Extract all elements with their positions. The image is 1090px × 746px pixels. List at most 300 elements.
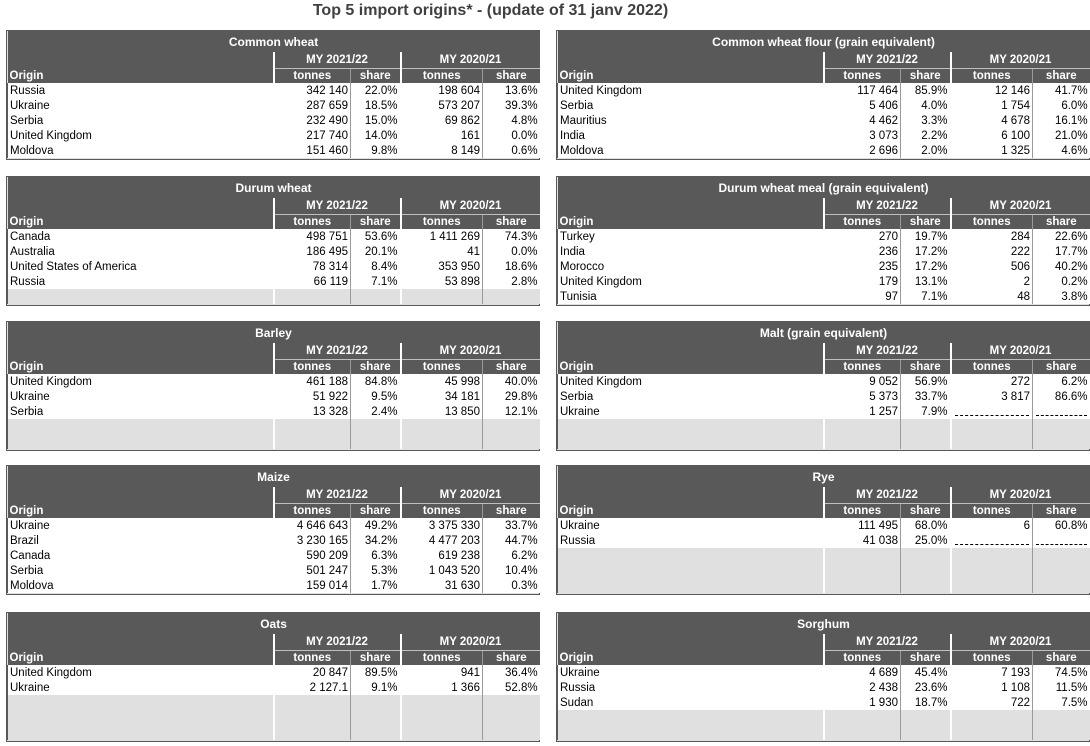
share-cell: 23.6% xyxy=(901,680,951,695)
table-row xyxy=(8,143,540,158)
empty-row xyxy=(558,578,1090,593)
table-row xyxy=(558,128,1090,143)
import-table-panel xyxy=(556,30,1090,160)
tonnes-cell: 3 230 165 xyxy=(274,533,351,548)
origin-cell: Moldova xyxy=(8,578,274,593)
share-cell: 29.8% xyxy=(483,389,540,404)
origin-cell: United States of America xyxy=(8,259,274,274)
share-cell: 40.2% xyxy=(1033,259,1090,274)
tonnes-cell: 161 xyxy=(401,128,483,143)
table-row xyxy=(558,143,1090,158)
origin-cell: Russia xyxy=(8,83,274,98)
share-cell: 18.5% xyxy=(351,98,401,113)
panel-title: Durum wheat xyxy=(8,177,540,198)
tonnes-cell: 498 751 xyxy=(274,229,351,244)
share-cell: 9.5% xyxy=(351,389,401,404)
empty-row xyxy=(8,434,540,449)
tonnes-cell: 198 604 xyxy=(401,83,483,98)
tonnes-cell: 1 754 xyxy=(951,98,1033,113)
origin-cell: India xyxy=(558,128,824,143)
tonnes-cell: 69 862 xyxy=(401,113,483,128)
tonnes-header: tonnes xyxy=(401,503,483,518)
empty-row xyxy=(558,548,1090,563)
share-cell: 17.2% xyxy=(901,244,951,259)
tonnes-cell: 222 xyxy=(951,244,1033,259)
table-row xyxy=(8,113,540,128)
tonnes-cell: 45 998 xyxy=(401,374,483,389)
tonnes-cell xyxy=(951,533,1033,548)
table-row xyxy=(558,289,1090,304)
share-cell: 7.1% xyxy=(351,274,401,289)
tonnes-cell: 3 073 xyxy=(824,128,901,143)
origin-header: Origin xyxy=(8,503,274,518)
share-cell: 6.0% xyxy=(1033,98,1090,113)
table-row xyxy=(558,259,1090,274)
table-row xyxy=(558,404,1090,419)
tonnes-cell: 13 328 xyxy=(274,404,351,419)
tonnes-cell: 111 495 xyxy=(824,518,901,533)
tonnes-header: tonnes xyxy=(951,68,1033,83)
share-cell: 21.0% xyxy=(1033,128,1090,143)
dash-placeholder xyxy=(955,537,1030,545)
panel-title: Barley xyxy=(8,322,540,343)
share-cell: 0.3% xyxy=(483,578,540,593)
origin-cell: Ukraine xyxy=(558,665,824,680)
share-cell: 16.1% xyxy=(1033,113,1090,128)
share-cell: 4.0% xyxy=(901,98,951,113)
tonnes-cell: 4 477 203 xyxy=(401,533,483,548)
year-header: MY 2020/21 xyxy=(951,634,1090,650)
share-cell: 89.5% xyxy=(351,665,401,680)
tonnes-header: tonnes xyxy=(824,503,901,518)
year-header: MY 2020/21 xyxy=(401,487,540,503)
share-cell: 13.1% xyxy=(901,274,951,289)
panel-title: Maize xyxy=(8,466,540,487)
tonnes-cell: 722 xyxy=(951,695,1033,710)
origin-header: Origin xyxy=(8,214,274,229)
origin-cell: Russia xyxy=(558,680,824,695)
table-row xyxy=(558,274,1090,289)
tonnes-cell: 31 630 xyxy=(401,578,483,593)
origin-cell: Russia xyxy=(8,274,274,289)
empty-row xyxy=(558,419,1090,434)
tonnes-cell: 272 xyxy=(951,374,1033,389)
dash-placeholder xyxy=(1036,408,1087,416)
share-cell: 11.5% xyxy=(1033,680,1090,695)
tonnes-cell: 9 052 xyxy=(824,374,901,389)
tonnes-cell: 1 325 xyxy=(951,143,1033,158)
share-cell: 7.5% xyxy=(1033,695,1090,710)
origin-header: Origin xyxy=(558,214,824,229)
origin-cell: Ukraine xyxy=(558,404,824,419)
origin-cell: Ukraine xyxy=(8,389,274,404)
table-row xyxy=(8,259,540,274)
share-cell: 74.5% xyxy=(1033,665,1090,680)
import-table xyxy=(7,466,540,593)
share-cell: 15.0% xyxy=(351,113,401,128)
table-row xyxy=(8,533,540,548)
share-cell: 36.4% xyxy=(483,665,540,680)
tonnes-cell: 573 207 xyxy=(401,98,483,113)
share-cell: 7.1% xyxy=(901,289,951,304)
table-row xyxy=(8,83,540,98)
table-row xyxy=(558,665,1090,680)
table-row xyxy=(558,98,1090,113)
tonnes-cell: 217 740 xyxy=(274,128,351,143)
share-header: share xyxy=(483,503,540,518)
share-cell: 85.9% xyxy=(901,83,951,98)
import-table xyxy=(7,613,540,740)
import-table xyxy=(7,177,540,304)
tonnes-cell: 506 xyxy=(951,259,1033,274)
table-row xyxy=(8,389,540,404)
share-cell: 17.2% xyxy=(901,259,951,274)
table-row xyxy=(8,563,540,578)
table-row xyxy=(558,533,1090,548)
import-table-panel xyxy=(556,612,1090,742)
table-row xyxy=(8,274,540,289)
share-cell: 3.8% xyxy=(1033,289,1090,304)
year-header: MY 2021/22 xyxy=(274,634,401,650)
tonnes-header: tonnes xyxy=(824,214,901,229)
table-row xyxy=(8,98,540,113)
origin-cell: India xyxy=(558,244,824,259)
year-header: MY 2020/21 xyxy=(401,198,540,214)
share-cell: 6.2% xyxy=(483,548,540,563)
tonnes-header: tonnes xyxy=(824,650,901,665)
panel-title: Malt (grain equivalent) xyxy=(558,322,1090,343)
table-row xyxy=(8,518,540,533)
tonnes-header: tonnes xyxy=(401,214,483,229)
share-cell: 53.6% xyxy=(351,229,401,244)
tonnes-cell: 236 xyxy=(824,244,901,259)
share-header: share xyxy=(351,650,401,665)
tonnes-header: tonnes xyxy=(274,214,351,229)
tonnes-cell: 78 314 xyxy=(274,259,351,274)
origin-cell: Serbia xyxy=(8,563,274,578)
import-table-panel xyxy=(6,321,540,451)
tonnes-cell: 270 xyxy=(824,229,901,244)
tonnes-cell: 232 490 xyxy=(274,113,351,128)
share-header: share xyxy=(1033,359,1090,374)
year-header: MY 2020/21 xyxy=(951,343,1090,359)
empty-row xyxy=(8,419,540,434)
tonnes-cell: 284 xyxy=(951,229,1033,244)
tonnes-cell: 4 689 xyxy=(824,665,901,680)
table-row xyxy=(8,404,540,419)
tonnes-cell: 619 238 xyxy=(401,548,483,563)
origin-cell: Morocco xyxy=(558,259,824,274)
share-header: share xyxy=(483,650,540,665)
table-row xyxy=(558,680,1090,695)
table-row xyxy=(558,229,1090,244)
origin-header: Origin xyxy=(8,68,274,83)
tonnes-cell: 66 119 xyxy=(274,274,351,289)
origin-cell: Ukraine xyxy=(8,98,274,113)
tonnes-cell: 461 188 xyxy=(274,374,351,389)
share-cell: 0.6% xyxy=(483,143,540,158)
panel-title: Durum wheat meal (grain equivalent) xyxy=(558,177,1090,198)
origin-cell: Moldova xyxy=(558,143,824,158)
share-header: share xyxy=(1033,68,1090,83)
tonnes-cell: 20 847 xyxy=(274,665,351,680)
tonnes-cell: 353 950 xyxy=(401,259,483,274)
tonnes-cell: 117 464 xyxy=(824,83,901,98)
tonnes-cell: 2 127.1 xyxy=(274,680,351,695)
tonnes-header: tonnes xyxy=(274,68,351,83)
share-cell: 5.3% xyxy=(351,563,401,578)
share-header: share xyxy=(351,503,401,518)
share-cell: 4.6% xyxy=(1033,143,1090,158)
year-header: MY 2020/21 xyxy=(951,487,1090,503)
share-header: share xyxy=(351,68,401,83)
year-header: MY 2020/21 xyxy=(951,52,1090,68)
share-cell: 18.6% xyxy=(483,259,540,274)
import-table-panel xyxy=(6,30,540,160)
table-row xyxy=(8,229,540,244)
import-table-panel xyxy=(556,465,1090,595)
share-header: share xyxy=(351,214,401,229)
origin-cell: United Kingdom xyxy=(558,374,824,389)
import-table xyxy=(557,322,1090,449)
year-header: MY 2021/22 xyxy=(274,52,401,68)
share-header: share xyxy=(1033,214,1090,229)
origin-cell: Sudan xyxy=(558,695,824,710)
panel-title: Common wheat flour (grain equivalent) xyxy=(558,31,1090,52)
share-cell: 7.9% xyxy=(901,404,951,419)
origin-cell: United Kingdom xyxy=(8,128,274,143)
empty-row xyxy=(558,725,1090,740)
table-row xyxy=(558,389,1090,404)
origin-cell: Serbia xyxy=(558,389,824,404)
origin-header: Origin xyxy=(8,650,274,665)
tonnes-cell: 48 xyxy=(951,289,1033,304)
empty-row xyxy=(558,710,1090,725)
share-cell: 10.4% xyxy=(483,563,540,578)
origin-cell: Ukraine xyxy=(8,680,274,695)
share-cell: 56.9% xyxy=(901,374,951,389)
tonnes-cell: 941 xyxy=(401,665,483,680)
origin-cell: Australia xyxy=(8,244,274,259)
share-header: share xyxy=(901,650,951,665)
table-row xyxy=(8,244,540,259)
year-header: MY 2021/22 xyxy=(824,52,951,68)
tonnes-cell: 41 xyxy=(401,244,483,259)
tonnes-cell: 1 257 xyxy=(824,404,901,419)
tonnes-header: tonnes xyxy=(951,214,1033,229)
origin-cell: Serbia xyxy=(8,113,274,128)
share-cell: 9.1% xyxy=(351,680,401,695)
origin-cell: United Kingdom xyxy=(558,83,824,98)
tonnes-cell: 3 375 330 xyxy=(401,518,483,533)
empty-row xyxy=(558,434,1090,449)
share-cell: 45.4% xyxy=(901,665,951,680)
origin-cell: Serbia xyxy=(558,98,824,113)
tonnes-cell: 5 406 xyxy=(824,98,901,113)
year-header: MY 2020/21 xyxy=(401,343,540,359)
tonnes-cell: 6 100 xyxy=(951,128,1033,143)
empty-row xyxy=(558,563,1090,578)
tonnes-cell: 186 495 xyxy=(274,244,351,259)
share-header: share xyxy=(901,214,951,229)
share-cell: 2.8% xyxy=(483,274,540,289)
origin-cell: Ukraine xyxy=(558,518,824,533)
origin-cell: United Kingdom xyxy=(8,374,274,389)
dash-placeholder xyxy=(955,408,1030,416)
tonnes-cell: 342 140 xyxy=(274,83,351,98)
table-row xyxy=(558,374,1090,389)
tonnes-header: tonnes xyxy=(401,68,483,83)
year-header: MY 2020/21 xyxy=(401,634,540,650)
table-row xyxy=(558,518,1090,533)
import-table xyxy=(7,322,540,449)
year-header: MY 2021/22 xyxy=(824,487,951,503)
tonnes-cell: 12 146 xyxy=(951,83,1033,98)
share-cell: 6.2% xyxy=(1033,374,1090,389)
share-cell: 19.7% xyxy=(901,229,951,244)
table-row xyxy=(8,374,540,389)
share-cell: 2.2% xyxy=(901,128,951,143)
origin-cell: Tunisia xyxy=(558,289,824,304)
table-row xyxy=(558,244,1090,259)
year-header: MY 2021/22 xyxy=(274,198,401,214)
year-header: MY 2021/22 xyxy=(824,634,951,650)
tonnes-cell: 2 696 xyxy=(824,143,901,158)
origin-cell: United Kingdom xyxy=(8,665,274,680)
tonnes-cell: 287 659 xyxy=(274,98,351,113)
origin-cell: Canada xyxy=(8,229,274,244)
tonnes-cell: 97 xyxy=(824,289,901,304)
tonnes-header: tonnes xyxy=(824,68,901,83)
share-cell: 0.2% xyxy=(1033,274,1090,289)
table-row xyxy=(558,695,1090,710)
origin-header: Origin xyxy=(558,68,824,83)
tonnes-cell: 41 038 xyxy=(824,533,901,548)
table-row xyxy=(8,128,540,143)
share-cell: 2.4% xyxy=(351,404,401,419)
origin-cell: Canada xyxy=(8,548,274,563)
panel-title: Rye xyxy=(558,466,1090,487)
year-header: MY 2021/22 xyxy=(824,343,951,359)
share-header: share xyxy=(483,359,540,374)
table-row xyxy=(558,83,1090,98)
tonnes-header: tonnes xyxy=(951,359,1033,374)
share-cell: 39.3% xyxy=(483,98,540,113)
share-header: share xyxy=(483,214,540,229)
tonnes-cell: 3 817 xyxy=(951,389,1033,404)
tonnes-header: tonnes xyxy=(401,359,483,374)
tonnes-cell: 2 xyxy=(951,274,1033,289)
import-table-panel xyxy=(6,612,540,742)
panel-title: Sorghum xyxy=(558,613,1090,634)
empty-row xyxy=(8,725,540,740)
share-cell: 2.0% xyxy=(901,143,951,158)
share-cell: 52.8% xyxy=(483,680,540,695)
tonnes-cell: 4 646 643 xyxy=(274,518,351,533)
tonnes-cell: 590 209 xyxy=(274,548,351,563)
share-cell: 18.7% xyxy=(901,695,951,710)
origin-cell: Brazil xyxy=(8,533,274,548)
year-header: MY 2021/22 xyxy=(274,487,401,503)
tonnes-header: tonnes xyxy=(274,650,351,665)
table-row xyxy=(8,578,540,593)
share-cell: 1.7% xyxy=(351,578,401,593)
import-table xyxy=(557,177,1090,304)
share-header: share xyxy=(901,359,951,374)
tonnes-header: tonnes xyxy=(951,503,1033,518)
share-cell: 0.0% xyxy=(483,128,540,143)
tonnes-cell: 1 411 269 xyxy=(401,229,483,244)
year-header: MY 2021/22 xyxy=(274,343,401,359)
tonnes-cell: 4 462 xyxy=(824,113,901,128)
share-cell: 60.8% xyxy=(1033,518,1090,533)
share-cell: 3.3% xyxy=(901,113,951,128)
tonnes-cell: 235 xyxy=(824,259,901,274)
share-header: share xyxy=(351,359,401,374)
tonnes-cell: 34 181 xyxy=(401,389,483,404)
share-cell: 17.7% xyxy=(1033,244,1090,259)
origin-cell: Mauritius xyxy=(558,113,824,128)
origin-cell: Russia xyxy=(558,533,824,548)
import-table xyxy=(557,613,1090,740)
share-cell: 8.4% xyxy=(351,259,401,274)
page-title: Top 5 import origins* - (update of 31 janv 2022) xyxy=(312,2,669,19)
table-row xyxy=(8,548,540,563)
tonnes-cell: 501 247 xyxy=(274,563,351,578)
table-row xyxy=(8,680,540,695)
tonnes-header: tonnes xyxy=(274,359,351,374)
origin-cell: Moldova xyxy=(8,143,274,158)
origin-cell: Ukraine xyxy=(8,518,274,533)
year-header: MY 2021/22 xyxy=(824,198,951,214)
tonnes-cell: 151 460 xyxy=(274,143,351,158)
tonnes-cell: 4 678 xyxy=(951,113,1033,128)
panel-title: Common wheat xyxy=(8,31,540,52)
tonnes-cell: 1 108 xyxy=(951,680,1033,695)
origin-header: Origin xyxy=(8,359,274,374)
origin-header: Origin xyxy=(558,503,824,518)
tonnes-header: tonnes xyxy=(951,650,1033,665)
share-cell xyxy=(1033,533,1090,548)
share-cell: 22.0% xyxy=(351,83,401,98)
table-row xyxy=(8,665,540,680)
share-cell: 44.7% xyxy=(483,533,540,548)
share-cell: 14.0% xyxy=(351,128,401,143)
share-cell: 0.0% xyxy=(483,244,540,259)
tonnes-header: tonnes xyxy=(824,359,901,374)
tonnes-cell: 1 366 xyxy=(401,680,483,695)
import-table xyxy=(557,466,1090,593)
share-cell: 49.2% xyxy=(351,518,401,533)
tonnes-cell: 8 149 xyxy=(401,143,483,158)
share-cell: 86.6% xyxy=(1033,389,1090,404)
import-table xyxy=(557,31,1090,158)
tonnes-cell: 6 xyxy=(951,518,1033,533)
share-cell: 74.3% xyxy=(483,229,540,244)
empty-row xyxy=(8,710,540,725)
import-table-panel xyxy=(556,321,1090,451)
year-header: MY 2020/21 xyxy=(401,52,540,68)
import-table-panel xyxy=(6,176,540,306)
share-cell: 33.7% xyxy=(483,518,540,533)
share-cell: 4.8% xyxy=(483,113,540,128)
share-cell: 68.0% xyxy=(901,518,951,533)
tonnes-cell: 5 373 xyxy=(824,389,901,404)
tonnes-cell: 1 930 xyxy=(824,695,901,710)
tonnes-cell: 53 898 xyxy=(401,274,483,289)
share-header: share xyxy=(901,68,951,83)
tonnes-cell: 13 850 xyxy=(401,404,483,419)
